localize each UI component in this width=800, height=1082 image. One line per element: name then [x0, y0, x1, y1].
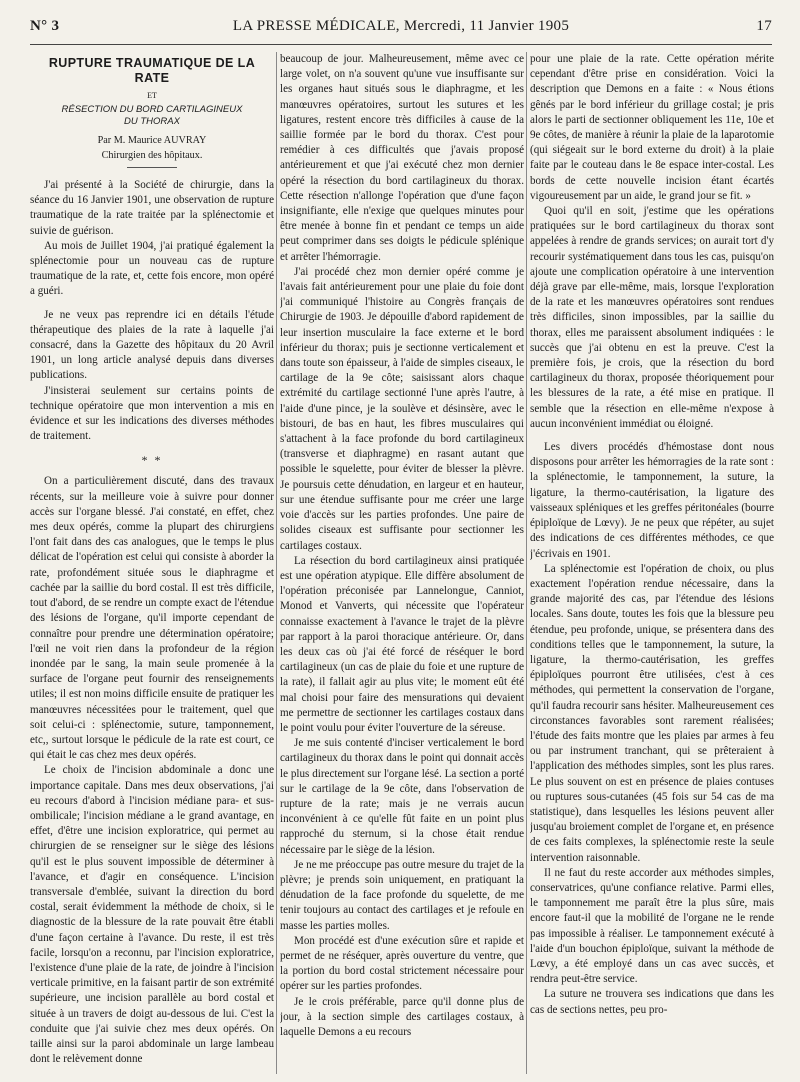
- article-conjunction: ET: [147, 91, 157, 101]
- article-author: Par M. Maurice AUVRAY: [97, 134, 207, 146]
- paragraph: Je ne me préoccupe pas outre mesure du trajet de la plèvre; je prends soin uniquement, en pratiquant la dénudation de la face profonde du squelette, de me tenir toujours au contact des cartilages et je refoule en masse les parties molles.: [280, 858, 524, 932]
- column-3: [530, 52, 774, 1074]
- article-title: RUPTURE TRAUMATIQUE DE LA RATE: [48, 56, 256, 86]
- column-1: [30, 52, 274, 1074]
- article-subtitle-line-1: RÉSECTION DU BORD CARTILAGINEUX: [61, 103, 243, 115]
- paragraph: Les divers procédés d'hémostase dont nous disposons pour arrêter les hémorragies de la rate sont : la splénectomie, le tamponnement, la suture, la ligature, la thermo-cautérisation, la ligature des vaisseaux spléniques et les greffes péritonéales (bourre épiploïque de Lœvy). Je ne peux que répéter, au sujet des indications de ces différentes méthodes, ce que j'écrivais en 1901.: [530, 441, 774, 560]
- paragraph: On a particulièrement discuté, dans des travaux récents, sur la meilleure voie à suivre pour donner accès sur l'organe blessé. J'ai constaté, en effet, chez mes deux opérés, comme la plupart des chirurgiens l'ont fait dans des cas analogues, que le temps le plus délicat de l'opération est celui qui consiste à aborder la rate, profondément située sous le diaphragme et cachée par la saillie du bord costal. Il est très difficile, tout d'abord, de se rendre un compte exact de l'étendue des lésions de l'organe, qu'il importe cependant de connaître pour prendre une détermination opératoire; l'œil ne voit rien dans la profondeur de la région inondée par le sang, la main seule promenée à la surface de l'organe peut fournir des renseignements utiles; il est non moins difficile ensuite de pratiquer les manœuvres nécessitées pour le traitement, quel que soit celui-ci : splénectomie, suture, tamponnement, etc,, surtout lorsque le pédicule de la rate est court, ce qui était le cas chez mes deux opérés.: [30, 475, 274, 762]
- paragraph: Je le crois préférable, parce qu'il donne plus de jour, à la section simple des cartilages costaux, à laquelle Demons a eu recours: [280, 995, 524, 1038]
- paragraph: La splénectomie est l'opération de choix, ou plus exactement l'opération rendue nécessaire, dans la grande majorité des cas, par l'étendue des lésions locales. Sans doute, toutes les fois que la blessure peu étendue, peu profonde, unique, se présentera dans des conditions telles que le tamponnement, la suture, la ligature, la thermo-cautérisation, les greffes épiploïques pourront être utilisées, c'est à ces méthodes, qui permettent la conservation de l'organe, qu'il faudra recourir sans hésiter. Malheureusement ces circonstances favorables sont rarement réalisées; l'étude des faits montre que les plaies par armes à feu ou par instrument tranchant, qui se prêteraient à l'application des méthodes simples, sont les plus rares. Le plus souvent on est en présence de plaies contuses ou ruptures sous-cutanées (45 fois sur 54 cas de ma statistique), dans lesquelles les lésions peuvent aller jusqu'au broiement complet de l'organe et, en présence de ces faits complexes, la splénectomie reste la seule intervention raisonnable.: [530, 562, 774, 864]
- paragraph: Je ne veux pas reprendre ici en détails l'étude thérapeutique des plaies de la rate à laquelle j'ai consacré, dans la Gazette des hôpitaux du 20 Avril 1901, un long article analysé depuis dans diverses publications.: [30, 308, 274, 382]
- paragraph: La résection du bord cartilagineux ainsi pratiquée est une opération atypique. Elle diffère absolument de l'opération préconisée par Lannelongue, Canniot, Monod et Vanverts, qui nécessite que l'opérateur connaisse exactement à l'avance le trajet de la plèvre par rapport à la paroi thoracique antérieure. Or, dans les deux cas où j'ai été forcé de réséquer le bord cartilagineux (un cas de plaie du foie et une rupture de la rate), il fallait agir au plus vite; le moment eût été mal choisi pour faire des mensurations qui devaient me permettre de sectionner les cartilages costaux dans le point voulu pour éviter l'ouverture de la séreuse.: [280, 554, 524, 734]
- paragraph: Je me suis contenté d'inciser verticalement le bord cartilagineux du thorax dans le point qui donnait accès le plus directement sur l'organe lésé. La section a porté sur le cartilage de la 9e côte, dans l'observation de rupture de la rate; mais je ne verrais aucun inconvénient à ce qu'elle fût faite en un point plus rapproché du sternum, si la chose était rendue nécessaire par le siège de la lésion.: [280, 737, 524, 856]
- paragraph: J'ai présenté à la Société de chirurgie, dans la séance du 16 Janvier 1901, une observation de rupture traumatique de la rate traitée par la splénectomie et suivie de guérison.: [30, 179, 274, 237]
- section-separator-stars: * *: [141, 453, 163, 468]
- paragraph: Quoi qu'il en soit, j'estime que les opérations pratiquées sur le bord cartilagineux du thorax sont appelées à rendre de grands services; on aurait tort d'y recourir systématiquement dans tous les cas, puisqu'on ajoute une complication opératoire à une intervention déjà grave par elle-même, mais, lorsque l'exploration de la rate et les manœuvres opératoires sont rendues très difficiles, sinon impossibles, par la saillie du thorax, elles me paraissent absolument indiquées : le succès que j'ai obtenu en est la preuve. C'est la première fois, je crois, que la résection du bord cartilagineux du thorax, proposée théoriquement pour les blessures de la rate, a été mise en pratique. Il semble que la résection en elle-même n'expose à aucun inconvénient immédiat ou éloigné.: [530, 205, 774, 430]
- issue-number: N° 3: [30, 18, 60, 34]
- header-rule: [30, 44, 772, 45]
- column-2: [280, 52, 524, 1074]
- paragraph: pour une plaie de la rate. Cette opération mérite cependant d'être prise en considération. Voici la description que Demons en a faite : « Nous étions gênés par le bord inférieur du grillage costal; je pris alors le parti de sectionner obliquement les 11e, 10e et 9e côtes, de manière à réunir la plaie de la laparotomie (qui siégeait sur le bord externe du droit) à la plaie faite par le couteau dans le 8e espace inter-costal. Les bords de cette nouvelle incision étant écartés vigoureusement par un aide, le grand jour se fit. »: [530, 53, 774, 202]
- paragraph: La suture ne trouvera ses indications que dans les cas de sections nettes, peu pro-: [530, 988, 774, 1016]
- paragraph: Il ne faut du reste accorder aux méthodes simples, conservatrices, qu'une confiance relative. Parmi elles, le tamponnement me paraît être la plus sûre, mais encore faut-il que la mobilité de l'organe ne le rende pas impossible à réaliser. Le tamponnement exécuté à l'aide d'un bouchon épiploïque, suivant la méthode de Lœvy, a été employé dans un cas avec succès, et rendra peut-être service.: [530, 866, 774, 986]
- paragraph: J'ai procédé chez mon dernier opéré comme je l'avais fait antérieurement pour une plaie du foie dont j'ai communiqué l'histoire au Congrès français de Chirurgie de 1903. Je dépouille d'abord rapidement de leur insertion musculaire la face externe et le bord inférieur du thorax; puis je sectionne verticalement et dans toute son épaisseur, à l'aide de simples ciseaux, le cartilage de la 9e côte; saisissant alors chaque extrémité du cartilage sectionné l'une après l'autre, à l'aide d'une pince, je la soulève et désinsère, avec le bistouri, de bas en haut, les fibres musculaires qui s'attachent à la face profonde du bord cartilagineux (transverse et diaphragme) en rasant autant que possible le squelette, pour éviter de blesser la plèvre. Je poursuis cette dénudation, en largeur et en hauteur, sur une étendue suffisante pour me créer une large voie d'accès sur les parties profondes. Une paire de solides ciseaux est suffisante pour sectionner les cartilages costaux.: [280, 265, 524, 552]
- article-subtitle-line-2: DU THORAX: [124, 115, 180, 127]
- paragraph: J'insisterai seulement sur certains points de technique opératoire que mon intervention a mis en évidence et sur les indications des diverses méthodes de traitement.: [30, 384, 274, 443]
- column-divider: [276, 52, 277, 1074]
- running-header: [30, 18, 772, 40]
- page-number: 17: [756, 18, 772, 34]
- paragraph: Mon procédé est d'une exécution sûre et rapide et permet de ne réséquer, après ouverture du ventre, que la portion du bord costal strictement nécessaire pour opérer sur les parties profondes.: [280, 934, 524, 993]
- paragraph: Au mois de Juillet 1904, j'ai pratiqué également la splénectomie pour un nouveau cas de rupture traumatique de la rate, et, cette fois encore, mon opéré a guéri.: [30, 239, 274, 298]
- journal-title: LA PRESSE MÉDICALE, Mercredi, 11 Janvier 1905: [232, 18, 570, 34]
- author-affiliation: Chirurgien des hôpitaux.: [101, 149, 203, 161]
- paragraph: Le choix de l'incision abdominale a donc une importance capitale. Dans mes deux observations, j'ai eu recours d'abord à l'incision médiane para- et sus-ombilicale; l'incision médiane a le grand avantage, en effet, d'être une incision exploratrice, qui permet au chirurgien de se renseigner sur le siège des lésions qu'il est le plus souvent impossible de déterminer à l'avance, et d'agir en conséquence. L'incision transversale d'emblée, suivant la direction du bord costal, serait évidemment la méthode de choix, si le diagnostic de la blessure de la rate pouvait être établi d'une façon certaine à l'avance. Du reste, il est très facile, lorsqu'on a reconnu, par l'incision exploratrice, l'existence d'une plaie de la rate, de joindre à l'incision verticale primitive, en la faisant partir de son extrémité supérieure, une incision parallèle au bord costal et située à un travers de doigt au-dessous de lui. C'est la conduite que j'ai suivie chez mes deux opérés. On taille ainsi sur la paroi abdominale un large lambeau dont le relèvement donne: [30, 764, 274, 1066]
- paragraph: beaucoup de jour. Malheureusement, même avec ce large volet, on n'a souvent qu'une vue insuffisante sur les organes haut situés sous le diaphragme, et les manœuvres opératoires, surtout les sutures et les ligatures, restent encore très difficiles à cause de la saillie formée par le bord du thorax. C'est pour remédier à ces difficultés que j'avais proposé antérieurement et que j'ai exécuté chez mon dernier opéré la résection du bord cartilagineux du thorax. Cette résection n'allonge l'opération que d'une façon insignifiante, elle n'exige que quelques minutes pour être menée à bonne fin et pendant ce temps un aide peut comprimer dans ses doigts le pédicule splénique et arrêter l'hémorragie.: [280, 53, 524, 263]
- column-divider: [526, 52, 527, 1074]
- title-divider: [127, 167, 177, 168]
